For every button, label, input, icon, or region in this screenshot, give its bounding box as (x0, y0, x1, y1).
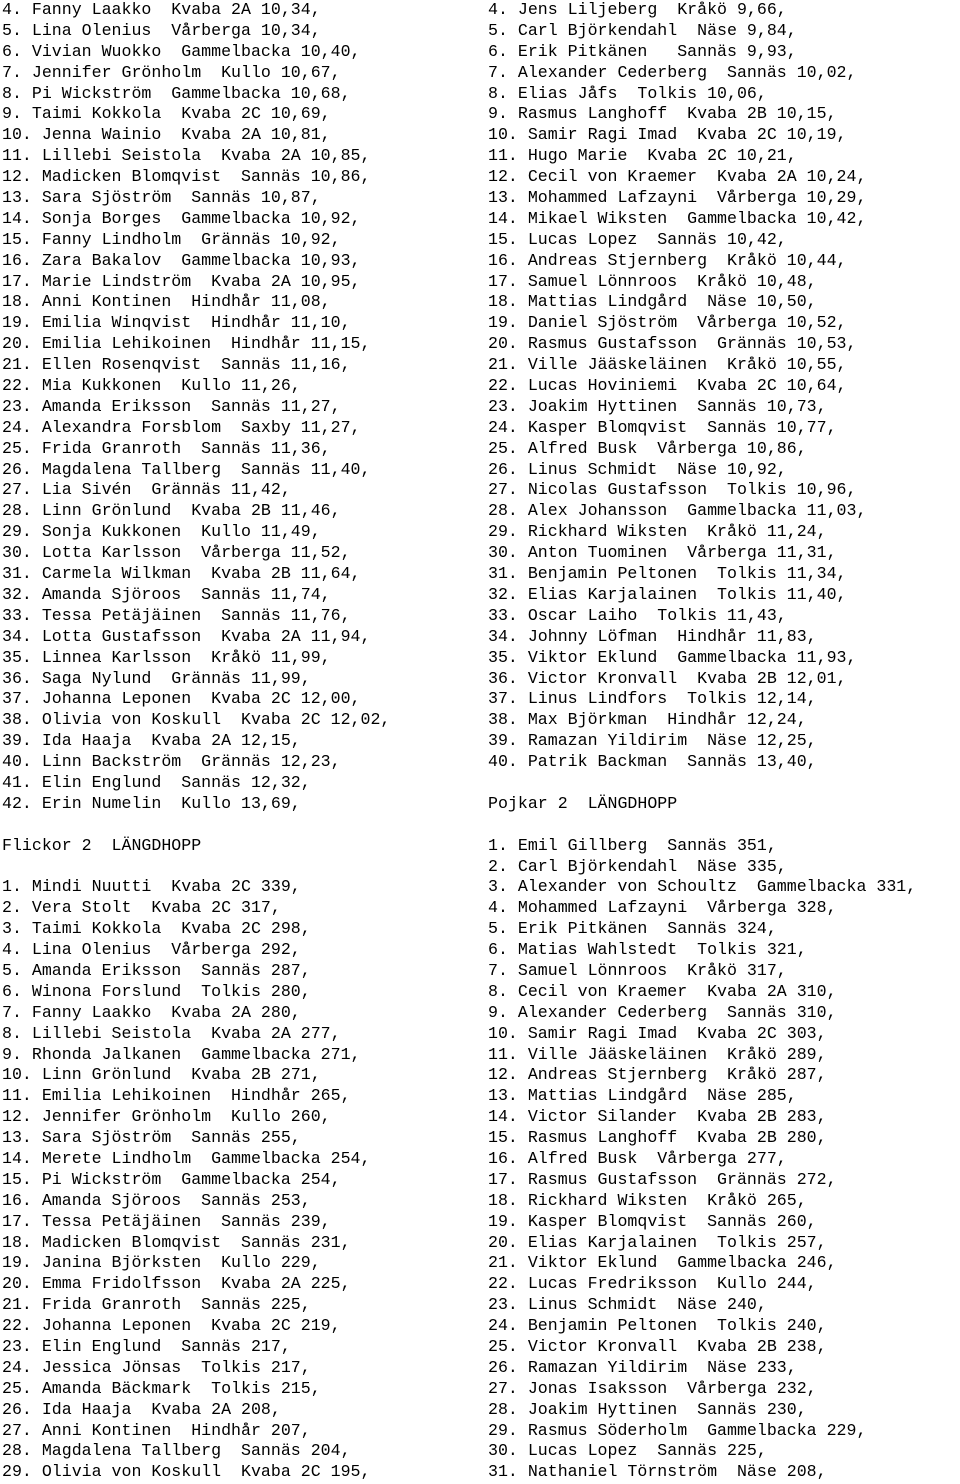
result-line: 21. Ellen Rosenqvist Sannäs 11,16, (2, 355, 351, 375)
result-line: 22. Lucas Fredriksson Kullo 244, (488, 1274, 817, 1294)
result-line: 28. Alex Johansson Gammelbacka 11,03, (488, 501, 867, 521)
result-line: 10. Linn Grönlund Kvaba 2B 271, (2, 1065, 321, 1085)
result-line: 14. Victor Silander Kvaba 2B 283, (488, 1107, 827, 1127)
result-line: 16. Zara Bakalov Gammelbacka 10,93, (2, 250, 361, 270)
result-line: 17. Samuel Lönnroos Kråkö 10,48, (488, 271, 817, 291)
result-line: 24. Jessica Jönsas Tolkis 217, (2, 1357, 311, 1377)
result-line: 13. Sara Sjöström Sannäs 10,87, (2, 188, 321, 208)
result-line: 13. Mattias Lindgård Näse 285, (488, 1086, 797, 1106)
result-line: 29. Rickhard Wiksten Kråkö 11,24, (488, 522, 827, 542)
result-line: 31. Nathaniel Törnström Näse 208, (488, 1462, 827, 1482)
result-line: 38. Olivia von Koskull Kvaba 2C 12,02, (2, 710, 391, 730)
result-line: 16. Andreas Stjernberg Kråkö 10,44, (488, 250, 847, 270)
result-line: 31. Benjamin Peltonen Tolkis 11,34, (488, 564, 847, 584)
result-line: 35. Viktor Eklund Gammelbacka 11,93, (488, 647, 857, 667)
result-line: 21. Ville Jääskeläinen Kråkö 10,55, (488, 355, 847, 375)
result-line: 5. Carl Björkendahl Näse 9,84, (488, 20, 797, 40)
result-line: 17. Marie Lindström Kvaba 2A 10,95, (2, 271, 361, 291)
result-line: 19. Kasper Blomqvist Sannäs 260, (488, 1211, 817, 1231)
result-line: 15. Lucas Lopez Sannäs 10,42, (488, 229, 787, 249)
result-line: 10. Jenna Wainio Kvaba 2A 10,81, (2, 125, 331, 145)
result-line: 16. Alfred Busk Vårberga 277, (488, 1148, 787, 1168)
result-line: 2. Carl Björkendahl Näse 335, (488, 856, 787, 876)
result-line: 24. Kasper Blomqvist Sannäs 10,77, (488, 417, 837, 437)
result-line: 8. Elias Jåfs Tolkis 10,06, (488, 83, 767, 103)
result-line: 36. Victor Kronvall Kvaba 2B 12,01, (488, 668, 847, 688)
result-line: 6. Vivian Wuokko Gammelbacka 10,40, (2, 41, 361, 61)
result-line: 28. Magdalena Tallberg Sannäs 204, (2, 1441, 351, 1461)
result-line: 5. Lina Olenius Vårberga 10,34, (2, 20, 321, 40)
result-line: 7. Jennifer Grönholm Kullo 10,67, (2, 62, 341, 82)
result-line: 33. Tessa Petäjäinen Sannäs 11,76, (2, 605, 351, 625)
result-line: 9. Rhonda Jalkanen Gammelbacka 271, (2, 1044, 361, 1064)
result-line: 15. Rasmus Langhoff Kvaba 2B 280, (488, 1128, 827, 1148)
result-line: 22. Lucas Hoviniemi Kvaba 2C 10,64, (488, 376, 847, 396)
result-line: 39. Ida Haaja Kvaba 2A 12,15, (2, 731, 301, 751)
result-line: 28. Joakim Hyttinen Sannäs 230, (488, 1399, 807, 1419)
result-line: 40. Patrik Backman Sannäs 13,40, (488, 752, 817, 772)
result-line: 42. Erin Numelin Kullo 13,69, (2, 793, 301, 813)
result-line: 19. Emilia Winqvist Hindhår 11,10, (2, 313, 351, 333)
result-line: 1. Emil Gillberg Sannäs 351, (488, 835, 777, 855)
result-line: 26. Ramazan Yildirim Näse 233, (488, 1357, 797, 1377)
result-line: 8. Pi Wickström Gammelbacka 10,68, (2, 83, 351, 103)
result-line: 27. Jonas Isaksson Vårberga 232, (488, 1378, 817, 1398)
result-line: 17. Tessa Petäjäinen Sannäs 239, (2, 1211, 331, 1231)
result-line: 27. Anni Kontinen Hindhår 207, (2, 1420, 311, 1440)
section-heading: Pojkar 2 LÄNGDHOPP (488, 793, 678, 813)
result-line: 25. Victor Kronvall Kvaba 2B 238, (488, 1337, 827, 1356)
result-line: 12. Andreas Stjernberg Kråkö 287, (488, 1065, 827, 1085)
result-line: 37. Johanna Leponen Kvaba 2C 12,00, (2, 689, 361, 709)
result-line: 12. Cecil von Kraemer Kvaba 2A 10,24, (488, 167, 867, 187)
result-line: 3. Taimi Kokkola Kvaba 2C 298, (2, 919, 311, 939)
result-line: 34. Lotta Gustafsson Kvaba 2A 11,94, (2, 626, 371, 646)
blank-line (488, 773, 916, 794)
result-line: 31. Carmela Wilkman Kvaba 2B 11,64, (2, 564, 361, 584)
result-line: 12. Madicken Blomqvist Sannäs 10,86, (2, 167, 371, 187)
result-line: 1. Mindi Nuutti Kvaba 2C 339, (2, 877, 301, 897)
result-line: 13. Sara Sjöström Sannäs 255, (2, 1128, 301, 1148)
result-line: 4. Fanny Laakko Kvaba 2A 10,34, (2, 0, 321, 19)
result-line: 5. Erik Pitkänen Sannäs 324, (488, 919, 777, 939)
result-line: 6. Erik Pitkänen Sannäs 9,93, (488, 41, 797, 61)
result-line: 4. Lina Olenius Vårberga 292, (2, 940, 301, 960)
result-line: 11. Emilia Lehikoinen Hindhår 265, (2, 1086, 351, 1106)
result-line: 21. Frida Granroth Sannäs 225, (2, 1295, 311, 1315)
result-line: 32. Amanda Sjöroos Sannäs 11,74, (2, 584, 331, 604)
result-line: 27. Lia Sivén Grännäs 11,42, (2, 480, 291, 500)
result-line: 41. Elin Englund Sannäs 12,32, (2, 772, 311, 792)
result-line: 30. Anton Tuominen Vårberga 11,31, (488, 543, 837, 563)
result-line: 27. Nicolas Gustafsson Tolkis 10,96, (488, 480, 857, 500)
result-line: 23. Joakim Hyttinen Sannäs 10,73, (488, 396, 827, 416)
result-line: 19. Janina Björksten Kullo 229, (2, 1253, 321, 1273)
result-line: 6. Winona Forslund Tolkis 280, (2, 981, 311, 1001)
result-line: 20. Emma Fridolfsson Kvaba 2A 225, (2, 1274, 351, 1294)
result-line: 18. Mattias Lindgård Näse 10,50, (488, 292, 817, 312)
result-line: 2. Vera Stolt Kvaba 2C 317, (2, 898, 281, 918)
result-line: 22. Johanna Leponen Kvaba 2C 219, (2, 1316, 341, 1336)
result-line: 29. Rasmus Söderholm Gammelbacka 229, (488, 1420, 867, 1440)
result-line: 20. Elias Karjalainen Tolkis 257, (488, 1232, 827, 1252)
result-line: 17. Rasmus Gustafsson Grännäs 272, (488, 1169, 837, 1189)
result-line: 26. Magdalena Tallberg Sannäs 11,40, (2, 459, 371, 479)
left-results-column (2, 0, 390, 1483)
result-line: 7. Alexander Cederberg Sannäs 10,02, (488, 62, 857, 82)
result-line: 18. Madicken Blomqvist Sannäs 231, (2, 1232, 351, 1252)
result-line: 28. Linn Grönlund Kvaba 2B 11,46, (2, 501, 341, 521)
result-line: 32. Elias Karjalainen Tolkis 11,40, (488, 584, 847, 604)
blank-line (2, 815, 390, 836)
result-line: 8. Lillebi Seistola Kvaba 2A 277, (2, 1023, 341, 1043)
result-line: 20. Emilia Lehikoinen Hindhår 11,15, (2, 334, 371, 354)
result-line: 18. Anni Kontinen Hindhår 11,08, (2, 292, 331, 312)
result-line: 26. Linus Schmidt Näse 10,92, (488, 459, 787, 479)
result-line: 25. Amanda Bäckmark Tolkis 215, (2, 1378, 321, 1398)
result-line: 38. Max Björkman Hindhår 12,24, (488, 710, 807, 730)
result-line: 11. Lillebi Seistola Kvaba 2A 10,85, (2, 146, 371, 166)
result-line: 23. Linus Schmidt Näse 240, (488, 1295, 767, 1315)
result-line: 21. Viktor Eklund Gammelbacka 246, (488, 1253, 837, 1273)
result-line: 14. Merete Lindholm Gammelbacka 254, (2, 1148, 371, 1168)
result-line: 14. Sonja Borges Gammelbacka 10,92, (2, 208, 361, 228)
result-line: 34. Johnny Löfman Hindhår 11,83, (488, 626, 817, 646)
result-line: 22. Mia Kukkonen Kullo 11,26, (2, 376, 301, 396)
section-heading: Flickor 2 LÄNGDHOPP (2, 835, 202, 855)
result-line: 23. Amanda Eriksson Sannäs 11,27, (2, 396, 341, 416)
result-line: 39. Ramazan Yildirim Näse 12,25, (488, 731, 817, 751)
result-line: 9. Rasmus Langhoff Kvaba 2B 10,15, (488, 104, 837, 124)
result-line: 35. Linnea Karlsson Kråkö 11,99, (2, 647, 331, 667)
result-line: 11. Ville Jääskeläinen Kråkö 289, (488, 1044, 827, 1064)
result-line: 7. Samuel Lönnroos Kråkö 317, (488, 960, 787, 980)
result-line: 40. Linn Backström Grännäs 12,23, (2, 752, 341, 772)
result-line: 9. Alexander Cederberg Sannäs 310, (488, 1002, 837, 1022)
result-line: 13. Mohammed Lafzayni Vårberga 10,29, (488, 188, 867, 208)
result-line: 20. Rasmus Gustafsson Grännäs 10,53, (488, 334, 857, 354)
result-line: 4. Mohammed Lafzayni Vårberga 328, (488, 898, 837, 918)
result-line: 25. Alfred Busk Vårberga 10,86, (488, 438, 807, 458)
result-line: 3. Alexander von Schoultz Gammelbacka 331, (488, 877, 917, 897)
right-results-column (488, 0, 916, 1483)
result-line: 19. Daniel Sjöström Vårberga 10,52, (488, 313, 847, 333)
result-line: 33. Oscar Laiho Tolkis 11,43, (488, 605, 787, 625)
result-line: 14. Mikael Wiksten Gammelbacka 10,42, (488, 208, 867, 228)
result-line: 8. Cecil von Kraemer Kvaba 2A 310, (488, 981, 837, 1001)
result-line: 7. Fanny Laakko Kvaba 2A 280, (2, 1002, 301, 1022)
result-line: 5. Amanda Eriksson Sannäs 287, (2, 960, 311, 980)
result-line: 37. Linus Lindfors Tolkis 12,14, (488, 689, 817, 709)
result-line: 29. Olivia von Koskull Kvaba 2C 195, (2, 1462, 371, 1482)
result-line: 30. Lucas Lopez Sannäs 225, (488, 1441, 767, 1461)
blank-line (2, 857, 390, 878)
result-line: 26. Ida Haaja Kvaba 2A 208, (2, 1399, 281, 1419)
result-line: 36. Saga Nylund Grännäs 11,99, (2, 668, 311, 688)
result-line: 9. Taimi Kokkola Kvaba 2C 10,69, (2, 104, 331, 124)
result-line: 11. Hugo Marie Kvaba 2C 10,21, (488, 146, 797, 166)
result-line: 10. Samir Ragi Imad Kvaba 2C 10,19, (488, 125, 847, 145)
result-line: 6. Matias Wahlstedt Tolkis 321, (488, 940, 807, 960)
result-line: 16. Amanda Sjöroos Sannäs 253, (2, 1190, 311, 1210)
result-line: 10. Samir Ragi Imad Kvaba 2C 303, (488, 1023, 827, 1043)
result-line: 12. Jennifer Grönholm Kullo 260, (2, 1107, 331, 1127)
result-line: 15. Pi Wickström Gammelbacka 254, (2, 1169, 341, 1189)
result-line: 24. Benjamin Peltonen Tolkis 240, (488, 1316, 827, 1336)
result-line: 15. Fanny Lindholm Grännäs 10,92, (2, 229, 341, 249)
result-line: 25. Frida Granroth Sannäs 11,36, (2, 438, 331, 458)
result-line: 29. Sonja Kukkonen Kullo 11,49, (2, 522, 321, 542)
blank-line (488, 815, 916, 836)
result-line: 23. Elin Englund Sannäs 217, (2, 1337, 291, 1356)
result-line: 4. Jens Liljeberg Kråkö 9,66, (488, 0, 787, 19)
result-line: 24. Alexandra Forsblom Saxby 11,27, (2, 417, 361, 437)
result-line: 30. Lotta Karlsson Vårberga 11,52, (2, 543, 351, 563)
result-line: 18. Rickhard Wiksten Kråkö 265, (488, 1190, 807, 1210)
